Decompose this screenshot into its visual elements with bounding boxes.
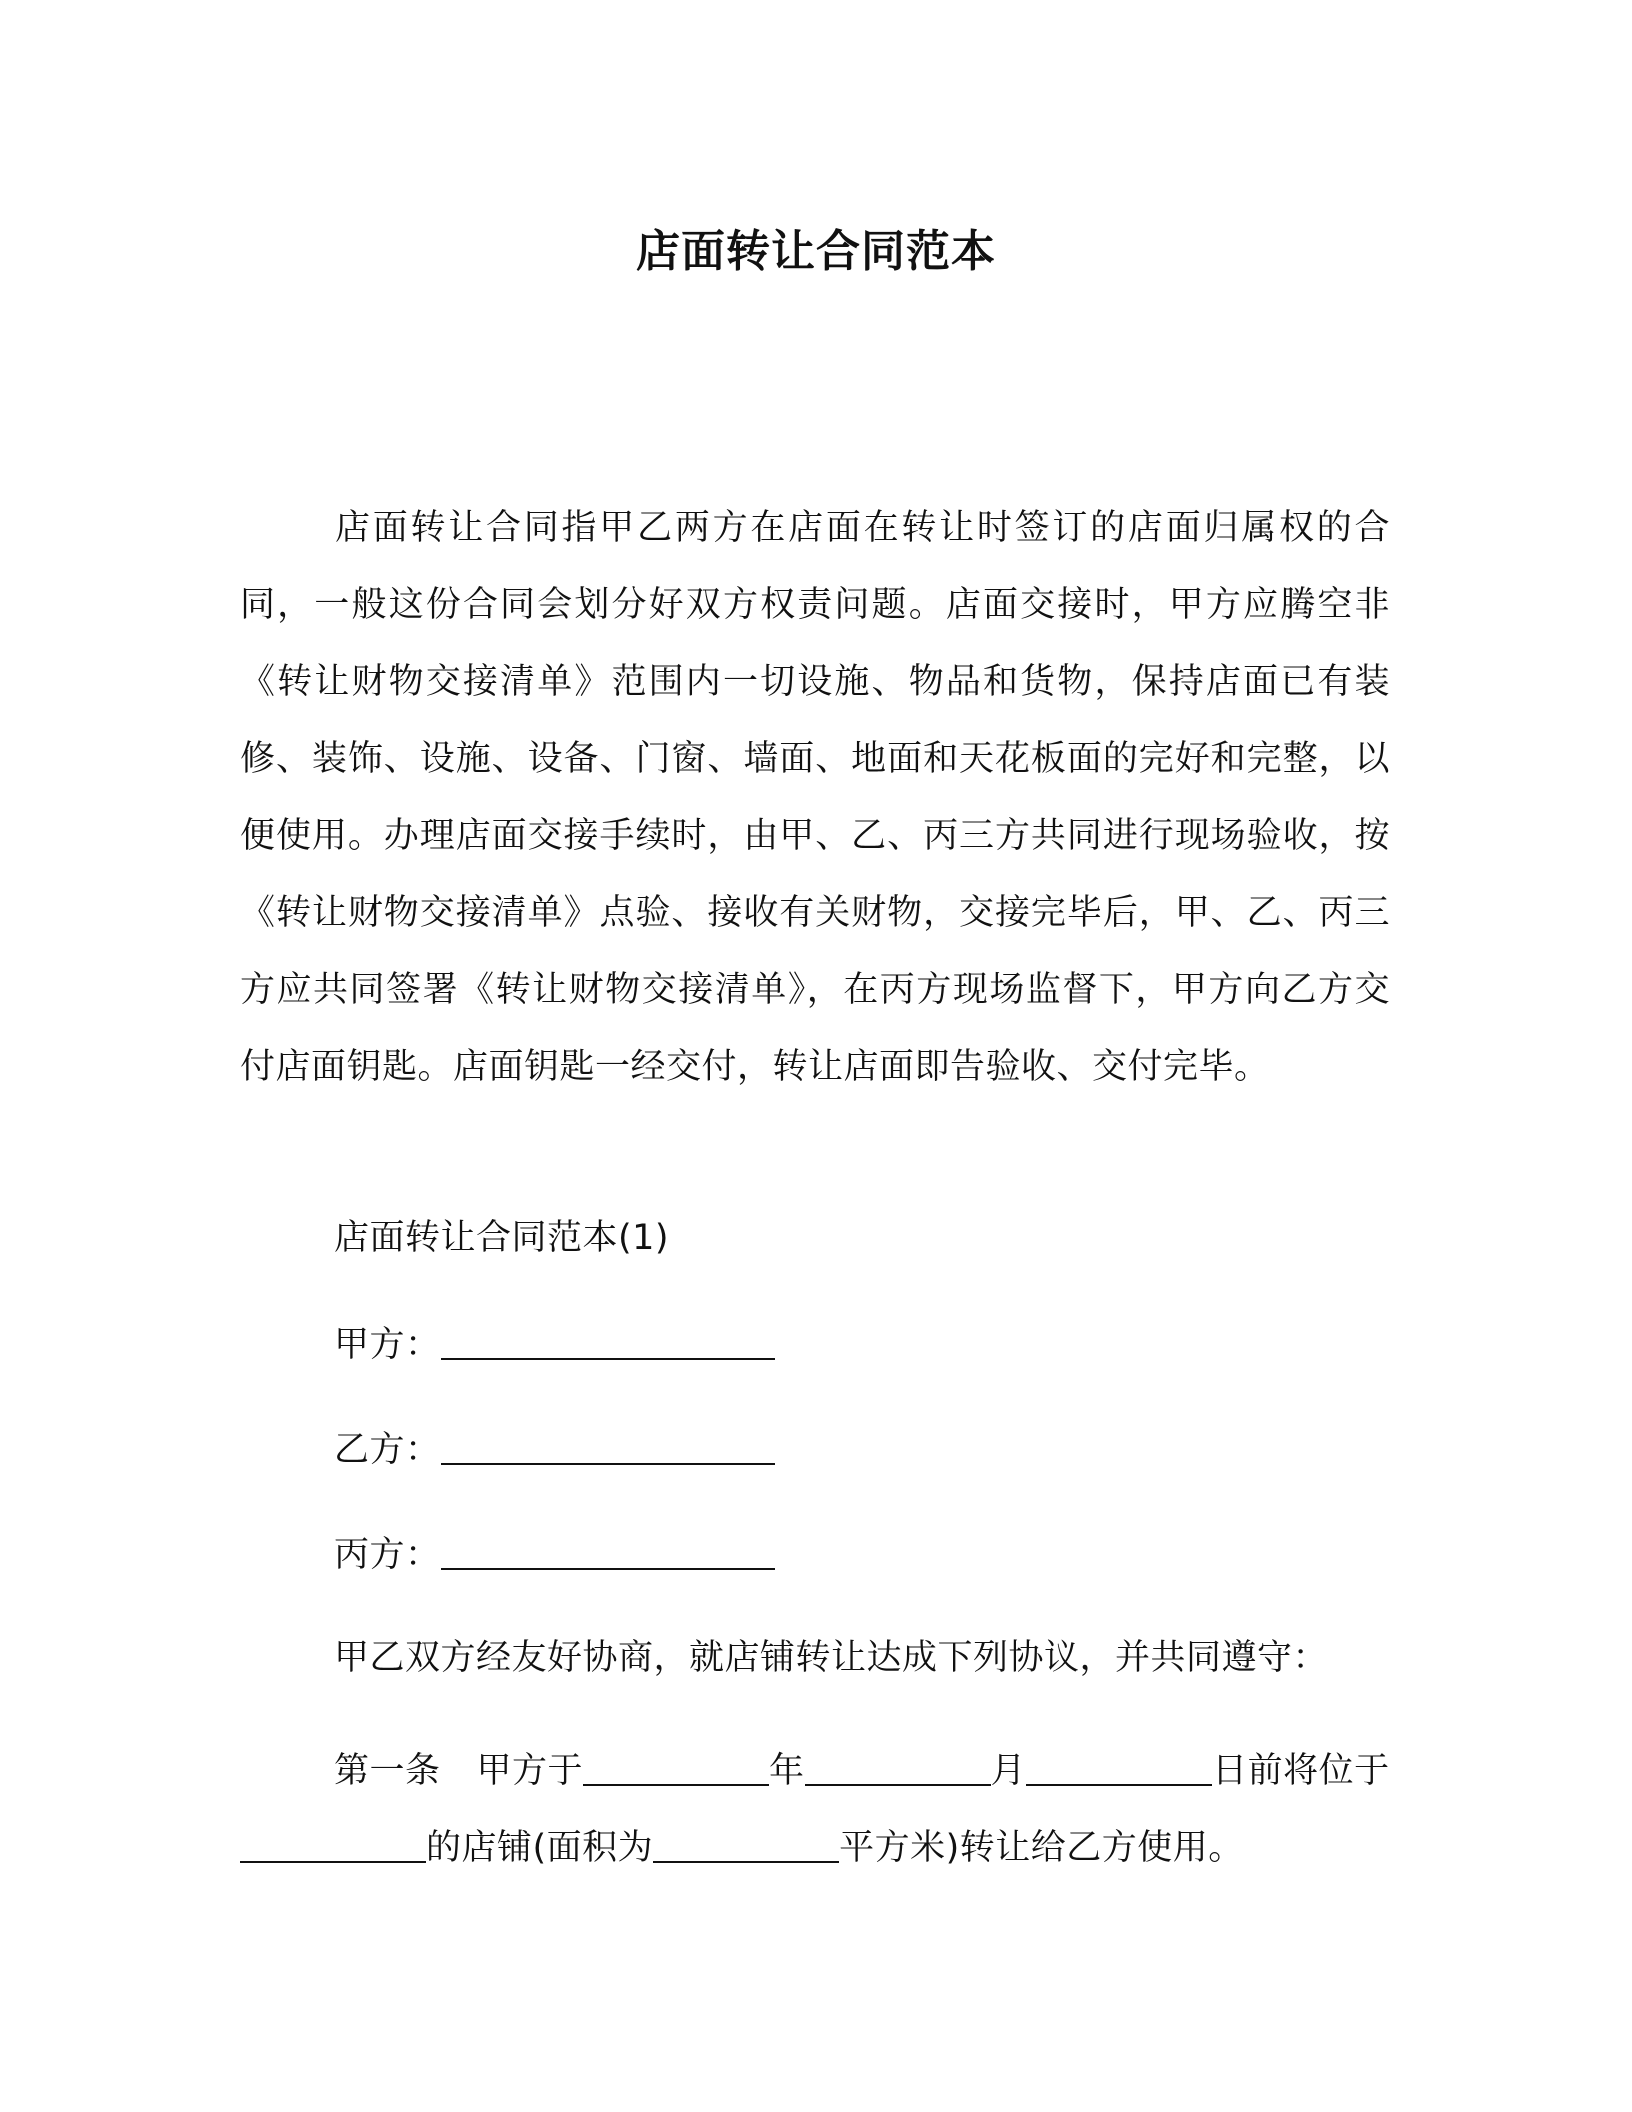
year-label: 年 xyxy=(769,1751,805,1791)
party-a-blank[interactable] xyxy=(441,1318,775,1360)
day-blank[interactable] xyxy=(1026,1744,1212,1786)
article-one-text-3: 的店铺(面积为 xyxy=(426,1828,654,1868)
party-b-blank[interactable] xyxy=(441,1423,775,1465)
article-one-text-4: 平方米)转让给乙方使用。 xyxy=(839,1828,1244,1868)
article-one-text-1: 甲方于 xyxy=(476,1751,584,1791)
article-one-text-2: 日前将位于 xyxy=(1212,1751,1390,1791)
party-a-label: 甲方： xyxy=(334,1325,441,1365)
party-c-label: 丙方： xyxy=(334,1535,441,1575)
party-c-blank[interactable] xyxy=(441,1528,775,1570)
agreement-intro: 甲乙双方经友好协商，就店铺转让达成下列协议，并共同遵守： xyxy=(334,1638,1329,1678)
location-blank[interactable] xyxy=(240,1821,426,1863)
party-b-line xyxy=(334,1423,775,1475)
party-a-line xyxy=(334,1318,775,1370)
month-blank[interactable] xyxy=(805,1744,991,1786)
sample-heading: 店面转让合同范本(1) xyxy=(334,1218,670,1258)
article-one-paragraph xyxy=(240,1733,1390,1887)
intro-paragraph: 店面转让合同指甲乙两方在店面在转让时签订的店面归属权的合同，一般这份合同会划分好双方权责问题。店面交接时，甲方应腾空非《转让财物交接清单》范围内一切设施、物品和货物，保持店面已有装修、装饰、设施、设备、门窗、墙面、地面和天花板面的完好和完整，以便使用。办理店面交接手续时，由甲、乙、丙三方共同进行现场验收，按《转让财物交接清单》点验、接收有关财物，交接完毕后，甲、乙、丙三方应共同签署《转让财物交接清单》，在丙方现场监督下，甲方向乙方交付店面钥匙。店面钥匙一经交付，转让店面即告验收、交付完毕。 xyxy=(240,508,1390,1087)
area-blank[interactable] xyxy=(653,1821,839,1863)
party-c-line xyxy=(334,1528,775,1580)
month-label: 月 xyxy=(990,1751,1027,1791)
document-title: 店面转让合同范本 xyxy=(636,226,996,277)
party-b-label: 乙方： xyxy=(334,1430,441,1470)
year-blank[interactable] xyxy=(583,1744,769,1786)
article-one-number: 第一条 xyxy=(334,1751,441,1791)
